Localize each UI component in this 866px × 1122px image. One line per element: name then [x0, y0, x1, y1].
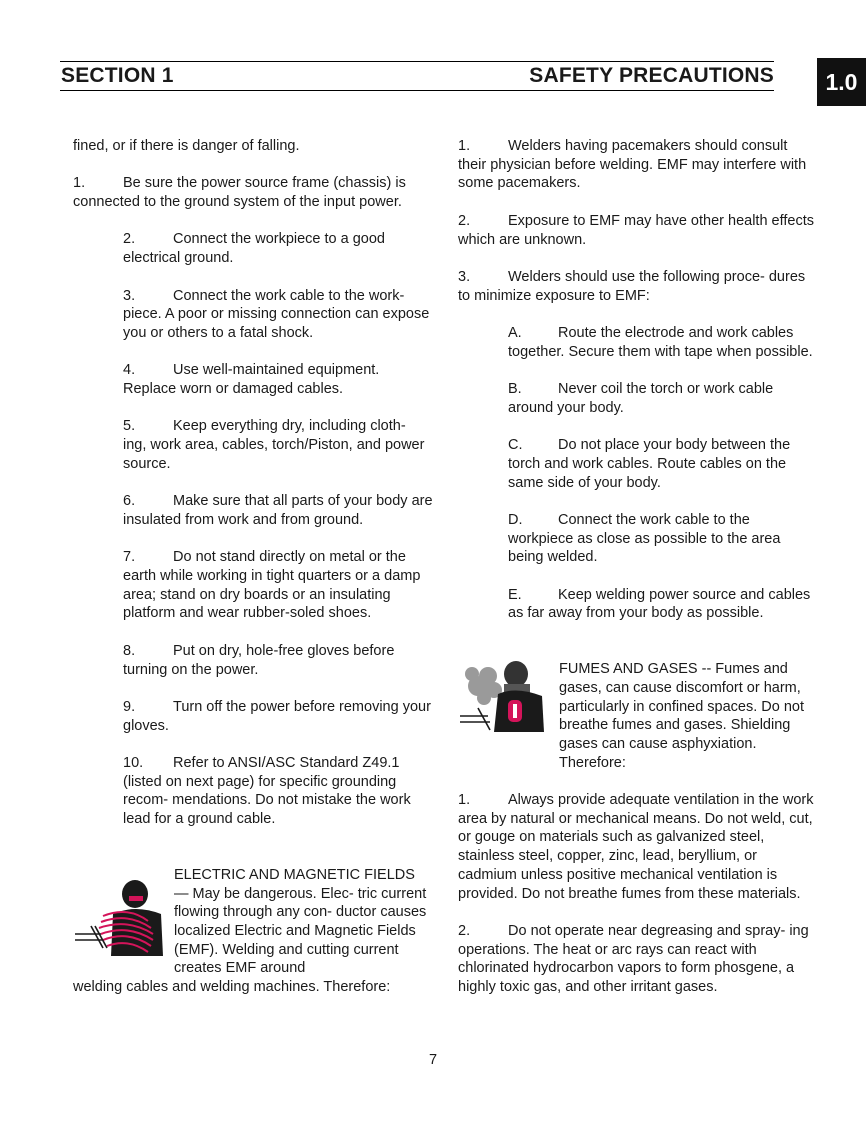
- emf-tail: welding cables and welding machines. Therefore:: [73, 979, 391, 996]
- right-column: [458, 137, 814, 1015]
- sub-item: B. Never coil the torch or work cable around your body.: [508, 381, 774, 416]
- fumes-block: [458, 660, 814, 772]
- sub-item: C. Do not place your body between the torch and work cables. Route cables on the same side of your body.: [508, 437, 791, 491]
- list-item: 4. Use well-maintained equipment. Replace worn or damaged cables.: [123, 362, 380, 398]
- list-item: 8. Put on dry, hole-free gloves before turning on the power.: [123, 642, 395, 678]
- section-title: SAFETY PRECAUTIONS: [529, 64, 774, 87]
- list-item: 3. Connect the work cable to the work- piece. A poor or missing connection can expose you or others to a fatal shock.: [123, 287, 430, 341]
- electromagnetic-hazard-icon: [73, 876, 169, 956]
- list-item: 10. Refer to ANSI/ASC Standard Z49.1 (listed on next page) for specific grounding recom- mendations. Do not mistake the work lead for a ground cable.: [123, 755, 411, 828]
- list-item: 1. Always provide adequate ventilation in the work area by natural or mechanical means. Do not weld, cut, or gouge on materials such as galvanized steel, stainless steel, copper, zinc, lead, beryllium, or cadmium unless positive mechanical ventilation is provided. Do not breathe fumes from these materials.: [458, 792, 814, 902]
- sub-item: A. Route the electrode and work cables together. Secure them with tape when possible.: [508, 324, 813, 360]
- fumes-heading: FUMES AND GASES -- Fumes and gases, can cause discomfort or harm, particularly in confined spaces. Do not breathe fumes and gases. Shielding gases can cause asphyxiation. Therefore:: [559, 661, 805, 771]
- section-tab: 1.0: [817, 58, 866, 106]
- list-item: 2. Connect the workpiece to a good electrical ground.: [123, 231, 385, 267]
- section-label: SECTION 1: [61, 64, 174, 87]
- list-item: 3. Welders should use the following proce- dures to minimize exposure to EMF:: [458, 268, 806, 304]
- list-item: 1. Welders having pacemakers should consult their physician before welding. EMF may interfere with some pacemakers.: [458, 138, 807, 192]
- sub-item: D. Connect the work cable to the workpiece as close as possible to the area being welded.: [508, 511, 781, 566]
- emf-heading: ELECTRIC AND MAGNETIC FIELDS — May be dangerous. Elec- tric current flowing through any con- ductor causes localized Electric and Magnetic Fields (EMF). Welding and cutting current creates EMF around: [174, 866, 427, 977]
- list-item: 2. Do not operate near degreasing and spray- ing operations. The heat or arc rays can react with chlorinated hydrocarbon vapors to form phosgene, a highly toxic gas, and other irritant gases.: [458, 922, 809, 996]
- sub-item: E. Keep welding power source and cables as far away from your body as possible.: [508, 586, 811, 622]
- list-item: 1. Be sure the power source frame (chassis) is connected to the ground system of the input power.: [73, 175, 406, 211]
- fumes-hazard-icon: [458, 660, 554, 740]
- list-item: 9. Turn off the power before removing your gloves.: [123, 698, 431, 734]
- list-item: 2. Exposure to EMF may have other health effects which are unknown.: [458, 212, 815, 248]
- emf-block: [73, 866, 433, 997]
- header-rule-bottom: [60, 90, 774, 91]
- header-rule-top: [60, 61, 774, 62]
- left-column: [73, 137, 433, 997]
- list-item: 5. Keep everything dry, including cloth- ing, work area, cables, torch/Piston, and power source.: [123, 418, 425, 472]
- list-item: 6. Make sure that all parts of your body are insulated from work and from ground.: [123, 493, 433, 528]
- intro-text: fined, or if there is danger of falling.: [73, 138, 300, 154]
- list-item: 7. Do not stand directly on metal or the earth while working in tight quarters or a damp area; stand on dry boards or an insulating platform and wear rubber-soled shoes.: [123, 549, 421, 622]
- page-number: 7: [428, 1052, 438, 1068]
